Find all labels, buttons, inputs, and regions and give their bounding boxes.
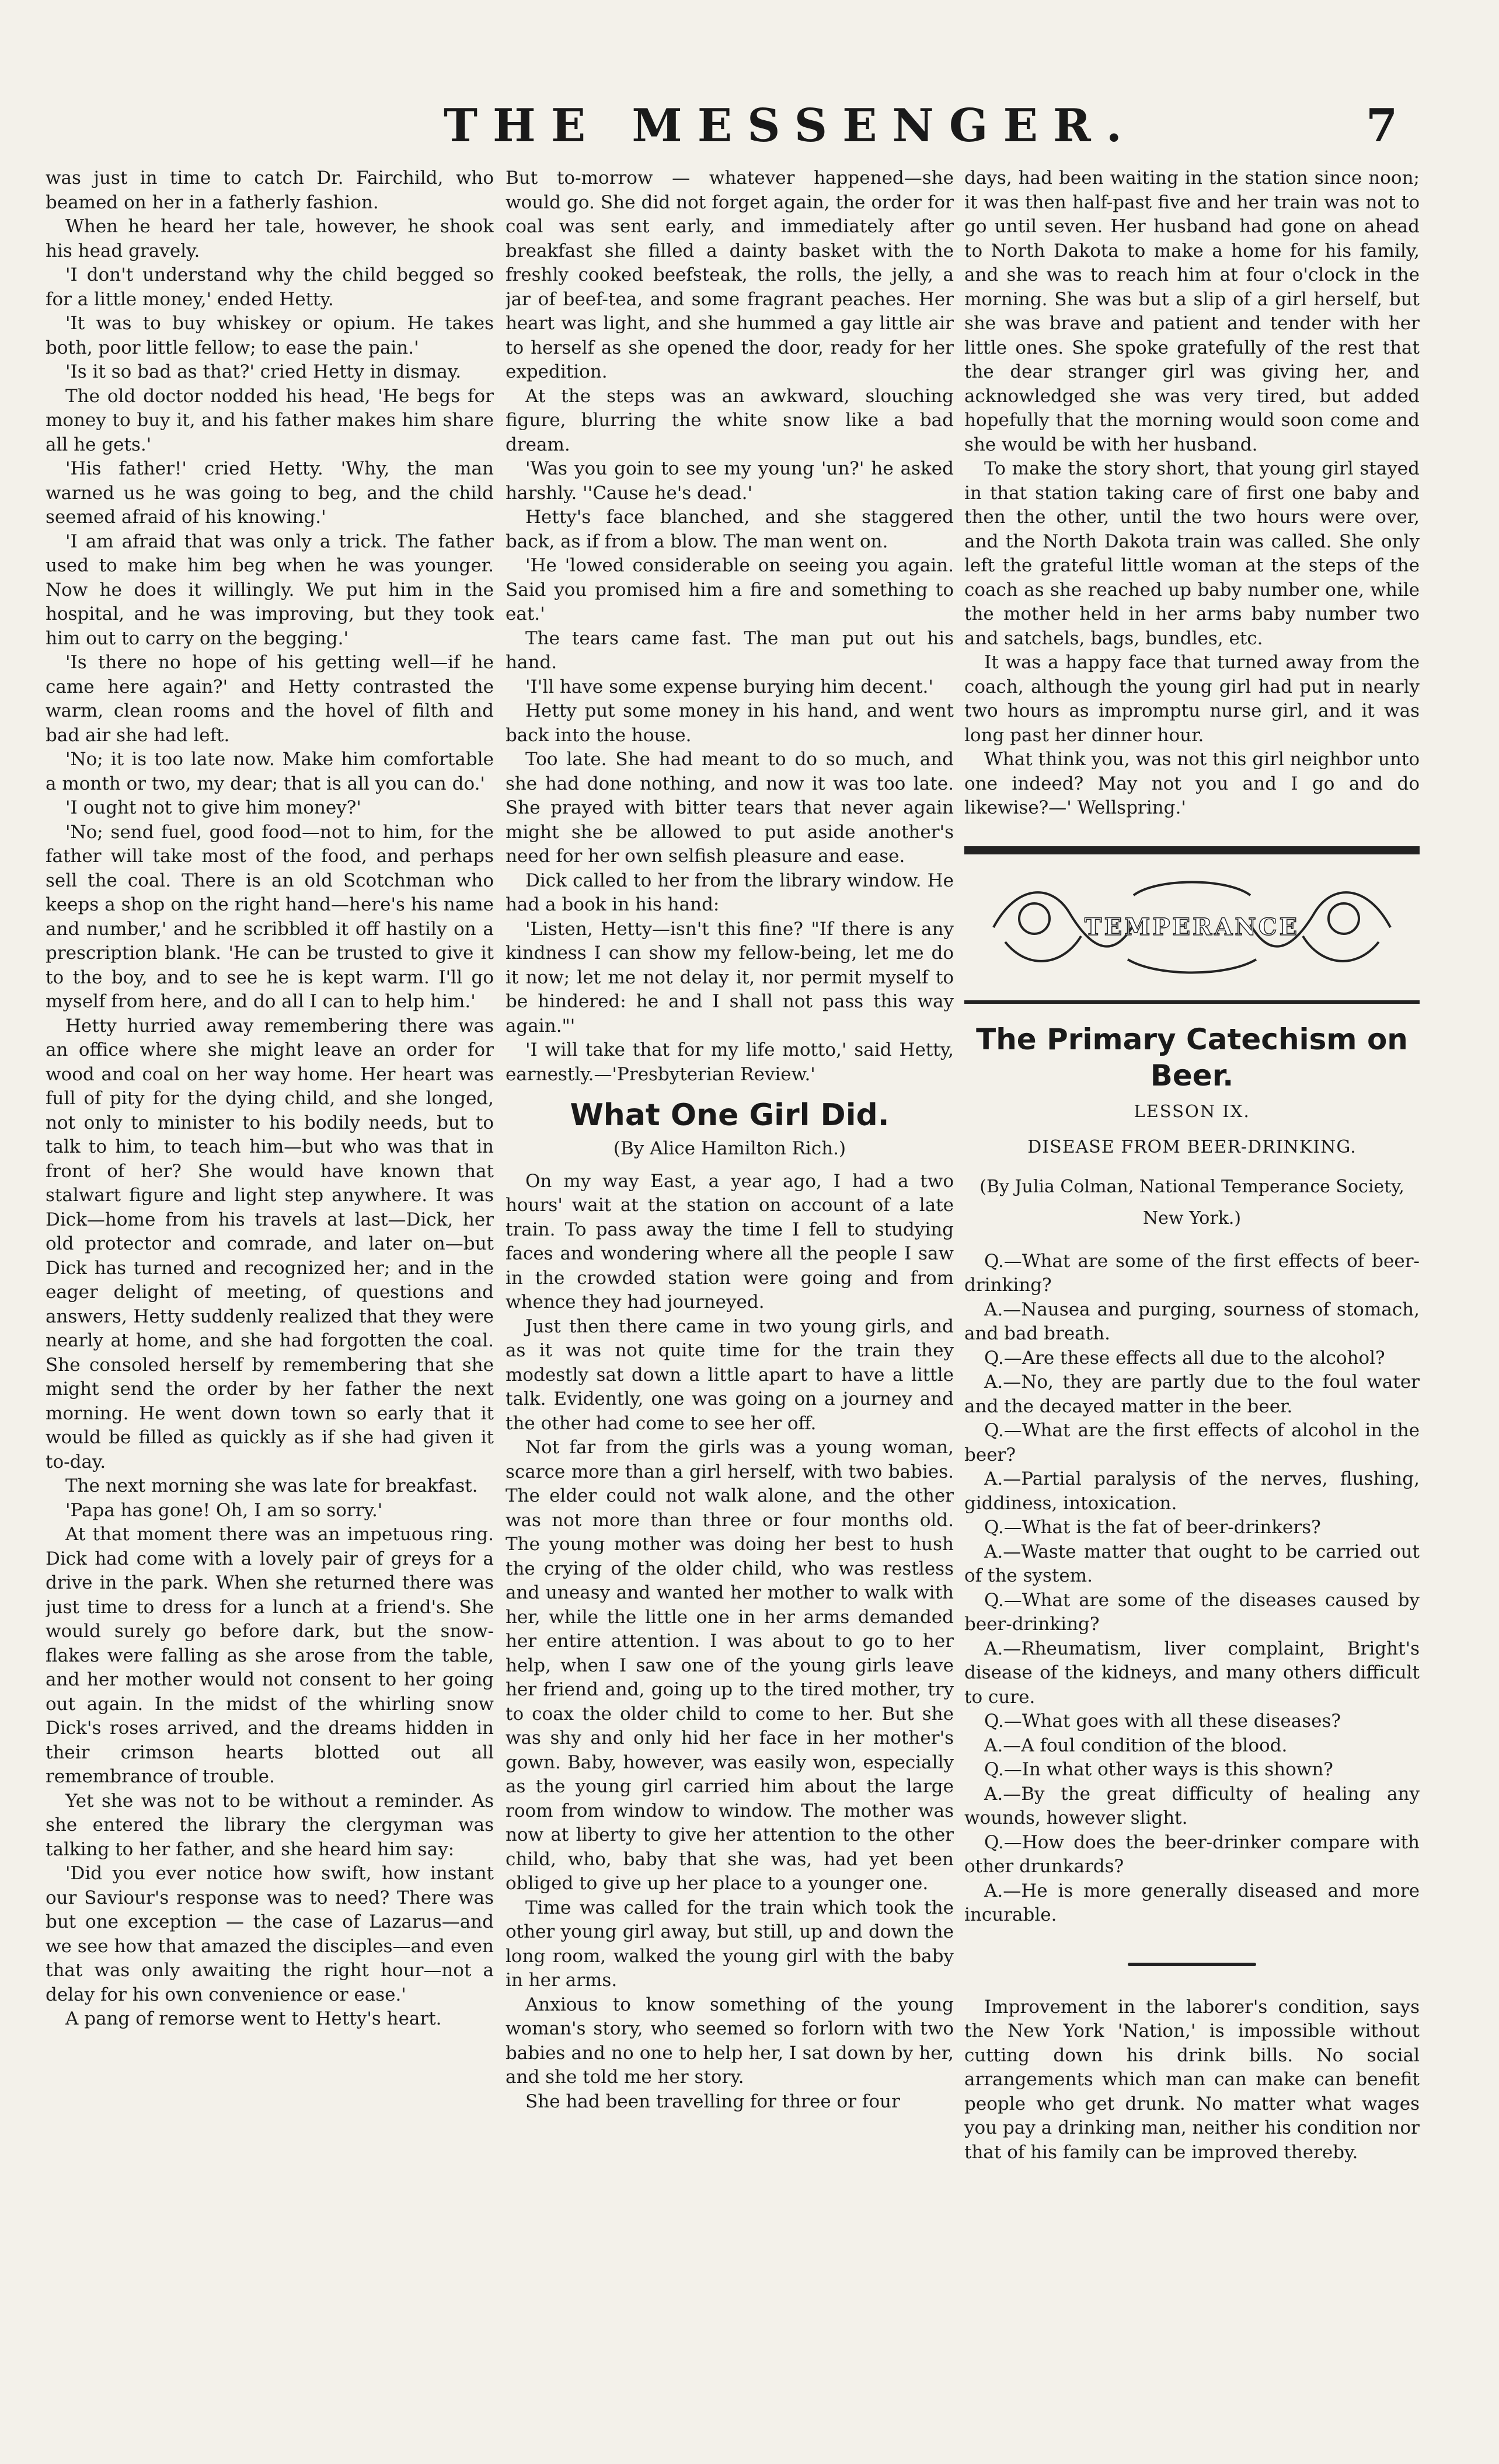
paragraph: 'Papa has gone! Oh, I am so sorry.' bbox=[65, 1499, 383, 1521]
catechism-list bbox=[964, 1250, 1420, 1928]
paragraph: 'Listen, Hetty—isn't this fine? "If there is any kindness I can show my fellow-being, let me do it now; let me not delay it, nor permit myself to be hindered: he and I shall not pass this way again."' bbox=[506, 918, 954, 1036]
catechism-item: Q.—In what other ways is this shown? bbox=[984, 1759, 1333, 1780]
column-3 bbox=[964, 166, 1420, 2431]
page-number: 7 bbox=[1366, 99, 1398, 152]
column-1 bbox=[46, 166, 494, 2431]
paragraph: Time was called for the train which took the other young girl away, but still, up and down the long room, walked the young girl with the baby in her arms. bbox=[506, 1897, 954, 1991]
paragraph: Not far from the girls was a young woman, scarce more than a girl herself, with two babies. The elder could not walk alone, and the other was not more than three or four months old. The young mother was doing her best to hush the crying of the older child, who was restless and uneasy and wanted her mother to walk with her, while the little one in her arms demanded her entire attention. I was about to go to her help, when I saw one of the young girls leave her friend and, going up to the tired mother, try to coax the older child to come to her. But she was shy and only hid her face in her mother's gown. Baby, however, was easily won, especially as the young girl carried him about the large room from window to window. The mother was now at liberty to give her attention to the other child, who, baby that she was, had yet been obliged to give up her place to a younger one. bbox=[506, 1437, 954, 1894]
article-headline: What One Girl Did. bbox=[570, 1098, 890, 1133]
paragraph: The old doctor nodded his head, 'He begs for money to buy it, and his father makes him share all he gets.' bbox=[46, 385, 494, 455]
paragraph: 'I will take that for my life motto,' said Hetty, earnestly.—'Presbyterian Review.' bbox=[506, 1039, 954, 1085]
paragraph: 'It was to buy whiskey or opium. He takes both, poor little fellow; to ease the pain.' bbox=[46, 313, 494, 358]
catechism-item: A.—He is more generally diseased and more incurable. bbox=[964, 1880, 1420, 1925]
catechism-item: Q.—What goes with all these diseases? bbox=[984, 1711, 1341, 1732]
catechism-item: A.—Partial paralysis of the nerves, flushing, giddiness, intoxication. bbox=[964, 1468, 1420, 1514]
paragraph: was just in time to catch Dr. Fairchild, who beamed on her in a fatherly fashion. bbox=[46, 167, 494, 213]
paragraph: days, had been waiting in the station since noon; it was then half-past five and her train was not to go until seven. Her husband had gone on ahead to North Dakota to make a home for his family, and she was to reach him at four o'clock in the morning. She was but a slip of a girl herself, but she was brave and patient and tender with her little ones. She spoke gratefully of the rest that the dear stranger girl was giving her, and acknowledged she was very tired, but added hopefully that the morning would soon come and she would be with her husband. bbox=[964, 167, 1420, 455]
paragraph: The next morning she was late for breakfast. bbox=[65, 1475, 478, 1496]
banner-text: TEMPERANCE bbox=[1084, 913, 1300, 941]
paragraph: 'I don't understand why the child begged so for a little money,' ended Hetty. bbox=[46, 264, 494, 310]
paragraph: Hetty hurried away remembering there was an office where she might leave an order for wood and coal on her way home. Her heart was full of pity for the dying child, and she longed, not only to minister to his bodily needs, but to talk to him, to teach him—but who was that in front of her? She would have known that stalwart figure and light step anywhere. It was Dick—home from his travels at last—Dick, her old protector and comrade, and later on—but Dick has turned and recognized her; and in the eager delight of meeting, of questions and answers, Hetty suddenly realized that they were nearly at home, and she had forgotten the coal. She consoled herself by remembering that she might send the order by her father the next morning. He went down town so early that it would be filled as quickly as if she had given it to-day. bbox=[46, 1015, 494, 1472]
section-subhead: DISEASE FROM BEER-DRINKING. bbox=[1027, 1137, 1357, 1157]
paragraph: Anxious to know something of the young woman's story, who seemed so forlorn with two babies and no one to help her, I sat down by her, and she told me her story. bbox=[506, 1994, 954, 2088]
paragraph: Yet she was not to be without a reminder. As she entered the library the clergyman was talking to her father, and she heard him say: bbox=[46, 1790, 494, 1860]
paragraph: 'I ought not to give him money?' bbox=[65, 797, 361, 818]
catechism-item: Q.—What are some of the first effects of beer-drinking? bbox=[964, 1250, 1420, 1296]
paragraph: Hetty put some money in his hand, and went back into the house. bbox=[506, 700, 954, 746]
catechism-item: A.—No, they are partly due to the foul water and the decayed matter in the beer. bbox=[964, 1371, 1420, 1417]
temperance-banner bbox=[964, 846, 1420, 1004]
newspaper-title: THE MESSENGER. bbox=[444, 99, 1137, 152]
paragraph: 'His father!' cried Hetty. 'Why, the man warned us he was going to beg, and the child seemed afraid of his knowing.' bbox=[46, 458, 494, 528]
paragraph: It was a happy face that turned away from the coach, although the young girl had put in nearly two hours as impromptu nurse girl, and it was long past her dinner hour. bbox=[964, 652, 1420, 746]
paragraph: The tears came fast. The man put out his hand. bbox=[506, 627, 954, 673]
paragraph: Too late. She had meant to do so much, and she had done nothing, and now it was too late. She prayed with bitter tears that never again might she be allowed to put aside another's need for her own selfish pleasure and ease. bbox=[506, 749, 954, 867]
catechism-item: A.—Nausea and purging, sourness of stomach, and bad breath. bbox=[964, 1299, 1420, 1344]
paragraph: What think you, was not this girl neighbor unto one indeed? May not you and I go and do likewise?—' Wellspring.' bbox=[964, 749, 1420, 818]
paragraph: Improvement in the laborer's condition, says the New York 'Nation,' is impossible without cutting down his drink bills. No social arrangements which man can make can benefit people who get drunk. No matter what wages you pay a drinking man, neither his condition nor that of his family can be improved thereby. bbox=[964, 1996, 1420, 2163]
paragraph: To make the story short, that young girl stayed in that station taking care of first one baby and then the other, until the two hours were over, and the North Dakota train was called. She only left the grateful little woman at the steps of the coach as she reached up baby number one, while the mother held in her arms baby number two and satchels, bags, bundles, etc. bbox=[964, 458, 1420, 649]
paragraph: A pang of remorse went to Hetty's heart. bbox=[65, 2008, 442, 2029]
paragraph: 'Is it so bad as that?' cried Hetty in dismay. bbox=[65, 361, 462, 382]
divider bbox=[1128, 1963, 1256, 1966]
paragraph: 'He 'lowed considerable on seeing you again. Said you promised him a fire and something to eat.' bbox=[506, 555, 954, 624]
paragraph: Just then there came in two young girls, and as it was not quite time for the train they modestly sat down a little apart to have a little talk. Evidently, one was going on a journey and the other had come to see her off. bbox=[506, 1315, 954, 1434]
paragraph: She had been travelling for three or four bbox=[525, 2090, 900, 2112]
lesson-label: LESSON IX. bbox=[1134, 1101, 1250, 1121]
catechism-item: A.—A foul condition of the blood. bbox=[984, 1734, 1288, 1756]
paragraph: 'I'll have some expense burying him decent.' bbox=[525, 676, 933, 697]
paragraph: At the steps was an awkward, slouching figure, blurring the white snow like a bad dream. bbox=[506, 385, 954, 455]
catechism-item: A.—Waste matter that ought to be carried out of the system. bbox=[964, 1541, 1420, 1586]
paragraph: 'I am afraid that was only a trick. The father used to make him beg when he was younger. Now he does it willingly. We put him in the hospital, and he was improving, but they took him out to carry on the begging.' bbox=[46, 531, 494, 649]
catechism-item: Q.—What are some of the diseases caused by beer-drinking? bbox=[964, 1589, 1420, 1635]
paragraph: On my way East, a year ago, I had a two hours' wait at the station on account of a late train. To pass away the time I fell to studying faces and wondering where all the people I saw in the crowded station were going and from whence they had journeyed. bbox=[506, 1170, 954, 1313]
paragraph: Hetty's face blanched, and she staggered back, as if from a blow. The man went on. bbox=[506, 507, 954, 552]
section-credit: (By Julia Colman, National Temperance Society, New York.) bbox=[979, 1176, 1404, 1228]
catechism-item: A.—Rheumatism, liver complaint, Bright's disease of the kidneys, and many others difficult to cure. bbox=[964, 1638, 1420, 1708]
article-byline: (By Alice Hamilton Rich.) bbox=[613, 1138, 846, 1159]
paragraph: 'Was you goin to see my young 'un?' he asked harshly. ''Cause he's dead.' bbox=[506, 458, 954, 504]
paragraph: 'Did you ever notice how swift, how instant our Saviour's response was to need? There was but one exception — the case of Lazarus—and we see how that amazed the disciples—and even that was only awaiting the right hour—not a delay for his own convenience or ease.' bbox=[46, 1863, 494, 2005]
catechism-item: Q.—Are these effects all due to the alcohol? bbox=[984, 1347, 1385, 1369]
paragraph: When he heard her tale, however, he shook his head gravely. bbox=[46, 216, 494, 261]
paragraph: But to-morrow — whatever happened—she would go. She did not forget again, the order for coal was sent early, and immediately after breakfast she filled a dainty basket with the freshly cooked beefsteak, the rolls, the jelly, a jar of beef-tea, and some fragrant peaches. Her heart was light, and she hummed a gay little air to herself as she opened the door, ready for her expedition. bbox=[506, 167, 954, 382]
catechism-item: A.—By the great difficulty of healing any wounds, however slight. bbox=[964, 1783, 1420, 1828]
paragraph: 'No; it is too late now. Make him comfortable a month or two, my dear; that is all you can do.' bbox=[46, 749, 494, 794]
paragraph: 'Is there no hope of his getting well—if he came here again?' and Hetty contrasted the warm, clean rooms and the hovel of filth and bad air she had left. bbox=[46, 652, 494, 746]
paragraph: 'No; send fuel, good food—not to him, for the father will take most of the food, and perhaps sell the coal. There is an old Scotchman who keeps a shop on the right hand—here's his name and number,' and he scribbled it off hastily on a prescription blank. 'He can be trusted to give it to the boy, and to see he is kept warm. I'll go myself from here, and do all I can to help him.' bbox=[46, 821, 494, 1012]
catechism-item: Q.—What are the first effects of alcohol in the beer? bbox=[964, 1420, 1420, 1465]
paragraph: At that moment there was an impetuous ring. Dick had come with a lovely pair of greys for a drive in the park. When she returned there was just time to dress for a lunch at a friend's. She would surely go before dark, but the snow-flakes were falling as she arose from the table, and her mother would not consent to her going out again. In the midst of the whirling snow Dick's roses arrived, and the dreams hidden in their crimson hearts blotted out all remembrance of trouble. bbox=[46, 1524, 494, 1787]
column-2 bbox=[506, 166, 954, 2431]
ornament-icon bbox=[982, 872, 1402, 983]
paragraph: Dick called to her from the library window. He had a book in his hand: bbox=[506, 870, 954, 915]
masthead bbox=[0, 99, 1499, 152]
catechism-item: Q.—What is the fat of beer-drinkers? bbox=[984, 1517, 1321, 1538]
catechism-item: Q.—How does the beer-drinker compare with other drunkards? bbox=[964, 1831, 1420, 1877]
section-title: The Primary Catechism on Beer. bbox=[976, 1022, 1408, 1093]
